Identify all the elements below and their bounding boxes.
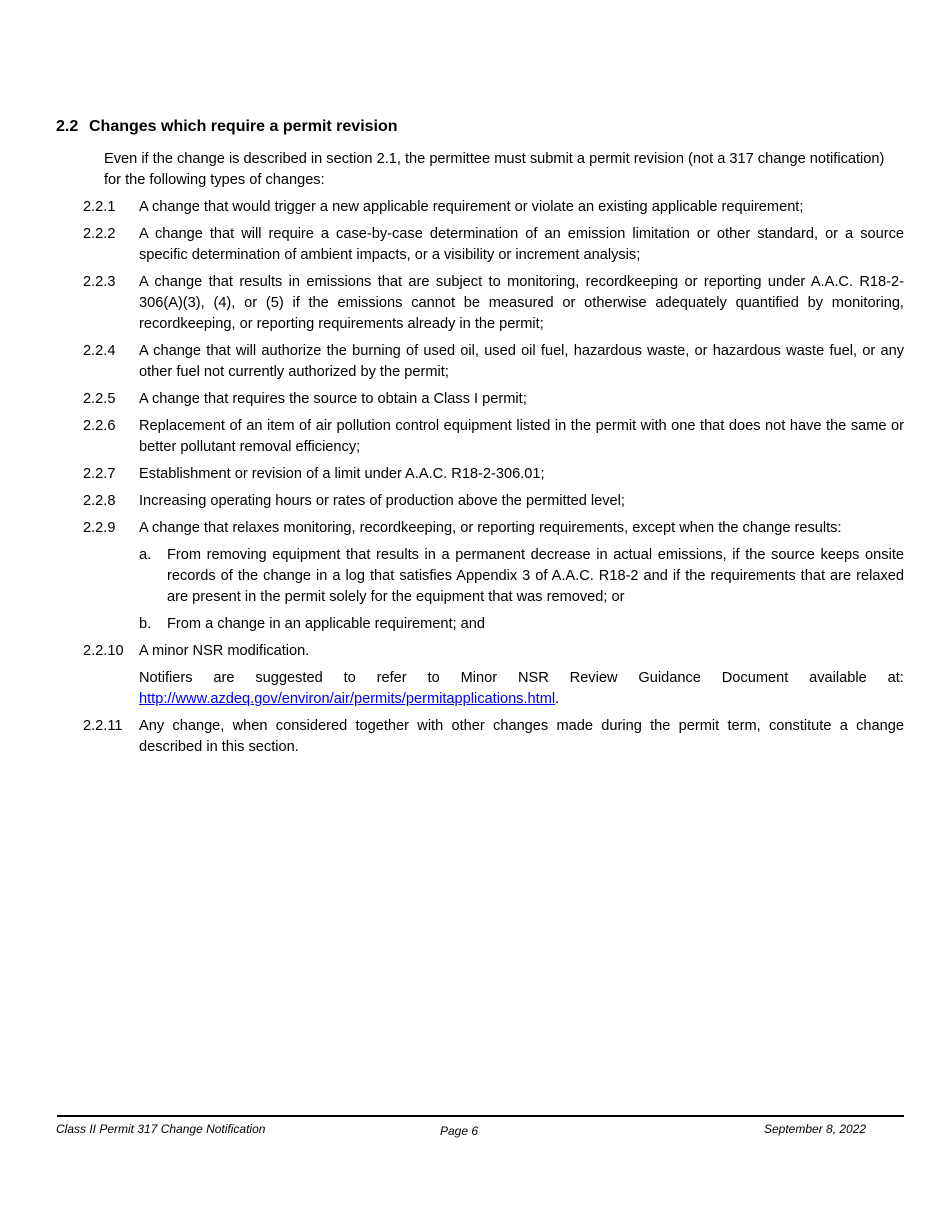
list-item	[56, 416, 904, 458]
footer-date: September 8, 2022	[764, 1122, 867, 1136]
list-item	[56, 197, 904, 218]
list-item	[56, 641, 904, 662]
item-text: A change that would trigger a new applicable requirement or violate an existing applicable requirement;	[139, 199, 804, 215]
note-word: Minor	[460, 670, 498, 686]
section-heading	[56, 118, 398, 136]
footer-document-title: Class II Permit 317 Change Notification	[56, 1122, 266, 1136]
item-number: 2.2.4	[83, 343, 116, 359]
list-item	[56, 341, 904, 383]
note-word: NSR	[517, 670, 549, 686]
item-text: Increasing operating hours or rates of production above the permitted level;	[139, 493, 625, 509]
item-number: 2.2.3	[83, 274, 116, 290]
item-text: A minor NSR modification.	[139, 643, 310, 659]
item-text: A change that requires the source to obtain a Class I permit;	[139, 391, 527, 407]
list-item	[56, 389, 904, 410]
item-number: 2.2.8	[83, 493, 116, 509]
note-word: suggested	[255, 670, 323, 686]
section-body	[56, 149, 904, 764]
list-item	[56, 491, 904, 512]
link-trailing-period: .	[555, 691, 560, 707]
item-text: A change that results in emissions that are subject to monitoring, recordkeeping or reporting under A.A.C. R18-2-306(A)(3), (4), or (5) if the emissions cannot be measured or otherwise adequately quantified by monitoring, recordkeeping, or reporting requirements already in the permit;	[139, 274, 904, 332]
item-text: A change that will authorize the burning of used oil, used oil fuel, hazardous waste, or hazardous waste fuel, or any other fuel not currently authorized by the permit;	[139, 343, 904, 380]
list-item	[56, 272, 904, 335]
footer-page-number: Page 6	[440, 1124, 479, 1138]
note-word: at:	[887, 670, 904, 686]
note-word: to	[427, 670, 440, 686]
guidance-note-line	[139, 668, 904, 689]
item-number: 2.2.1	[83, 199, 116, 215]
item-number: 2.2.11	[83, 718, 123, 734]
item-number: 2.2.10	[83, 643, 124, 659]
sub-item-letter: a.	[139, 547, 152, 563]
sub-item-letter: b.	[139, 616, 152, 632]
section-number: 2.2	[56, 118, 79, 135]
list-item	[56, 464, 904, 485]
item-number: 2.2.5	[83, 391, 116, 407]
note-word: Guidance	[638, 670, 701, 686]
section-title: Changes which require a permit revision	[89, 118, 398, 135]
item-text: Establishment or revision of a limit under A.A.C. R18-2-306.01;	[139, 466, 545, 482]
guidance-link[interactable]: http://www.azdeq.gov/environ/air/permits/permitapplications.html	[139, 691, 556, 707]
item-text: A change that will require a case-by-case determination of an emission limitation or other standard, or a source specific determination of ambient impacts, or a visibility or increment analysis;	[139, 226, 904, 263]
note-word: Review	[569, 670, 618, 686]
item-text: A change that relaxes monitoring, recordkeeping, or reporting requirements, except when the change results:	[139, 520, 842, 536]
sub-item-text: From a change in an applicable requirement; and	[167, 616, 486, 632]
note-word: refer	[376, 670, 407, 686]
item-text: Any change, when considered together with other changes made during the permit term, constitute a change described in this section.	[139, 718, 904, 755]
footer-divider	[57, 1115, 904, 1117]
list-item	[56, 224, 904, 266]
sub-list-item	[139, 614, 904, 635]
item-number: 2.2.2	[83, 226, 116, 242]
guidance-link-line	[139, 689, 904, 710]
item-number: 2.2.9	[83, 520, 116, 536]
list-item	[56, 518, 904, 539]
note-word: Document	[721, 670, 789, 686]
sub-list-item	[139, 545, 904, 608]
item-number: 2.2.6	[83, 418, 116, 434]
item-text: Replacement of an item of air pollution control equipment listed in the permit with one that does not have the same or better pollutant removal efficiency;	[139, 418, 904, 455]
note-word: Notifiers	[139, 670, 193, 686]
list-item	[56, 716, 904, 758]
note-word: are	[213, 670, 235, 686]
item-number: 2.2.7	[83, 466, 116, 482]
note-word: available	[809, 670, 867, 686]
intro-paragraph: Even if the change is described in section 2.1, the permittee must submit a permit revision (not a 317 change notification) for the following types of changes:	[104, 151, 885, 188]
sub-item-text: From removing equipment that results in a permanent decrease in actual emissions, if the source keeps onsite records of the change in a log that satisfies Appendix 3 of A.A.C. R18-2 and if the requirements that are relaxed are present in the permit solely for the equipment that was removed; or	[167, 547, 904, 605]
guidance-note	[139, 668, 904, 710]
note-word: to	[343, 670, 356, 686]
